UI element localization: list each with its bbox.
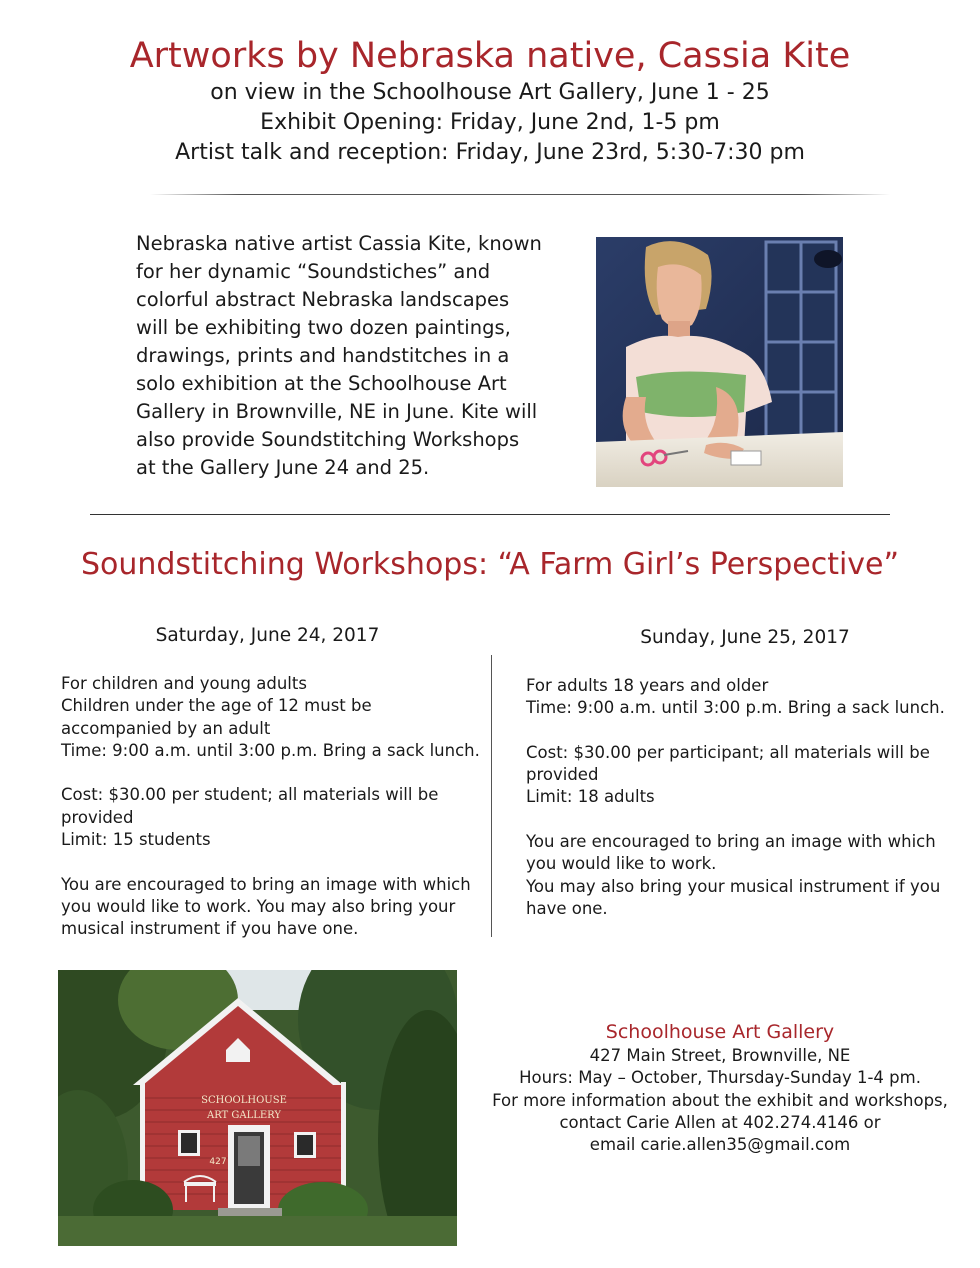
saturday-line: provided <box>61 807 134 827</box>
sunday-line: you would like to work. <box>526 854 717 874</box>
intro-paragraph <box>136 230 576 482</box>
saturday-line: Time: 9:00 a.m. until 3:00 p.m. Bring a sack lunch. <box>61 740 480 760</box>
exhibit-dates: on view in the Schoolhouse Art Gallery, June 1 - 25 <box>210 80 770 105</box>
contact-phone: contact Carie Allen at 402.274.4146 or <box>559 1112 881 1132</box>
saturday-line: Children under the age of 12 must be <box>61 696 372 716</box>
saturday-line: You are encouraged to bring an image with which <box>61 874 471 894</box>
intro-line: solo exhibition at the Schoolhouse Art <box>136 372 507 395</box>
page-title: Artworks by Nebraska native, Cassia Kite <box>129 36 851 76</box>
saturday-line: Cost: $30.00 per student; all materials will be <box>61 785 439 805</box>
intro-line: for her dynamic “Soundstiches” and <box>136 260 491 283</box>
contact-line: For more information about the exhibit and workshops, <box>492 1090 948 1110</box>
gallery-photo <box>58 970 457 1246</box>
sunday-line: have one. <box>526 898 608 918</box>
spacer <box>61 762 481 784</box>
saturday-line: For children and young adults <box>61 674 307 693</box>
gallery-name: Schoolhouse Art Gallery <box>605 1021 835 1043</box>
sunday-line: You may also bring your musical instrument if you <box>526 876 941 896</box>
sign-number: 427 <box>209 1157 227 1167</box>
intro-line: Gallery in Brownville, NE in June. Kite will <box>136 400 538 423</box>
saturday-details <box>61 673 481 941</box>
spacer <box>61 851 481 873</box>
intro-line: at the Gallery June 24 and 25. <box>136 456 430 479</box>
contact-info <box>488 1019 952 1156</box>
sunday-line: You are encouraged to bring an image with which <box>526 832 936 852</box>
gallery-address: 427 Main Street, Brownville, NE <box>589 1046 851 1065</box>
spacer <box>526 720 966 742</box>
intro-line: Nebraska native artist Cassia Kite, known <box>136 232 542 255</box>
artist-photo <box>596 237 843 487</box>
sunday-line: provided <box>526 765 599 785</box>
sunday-line: Limit: 18 adults <box>526 787 655 807</box>
sign-line-2: ART GALLERY <box>206 1110 282 1121</box>
workshop-heading: Soundstitching Workshops: “A Farm Girl’s Perspective” <box>80 547 900 582</box>
sunday-line: Cost: $30.00 per participant; all materials will be <box>526 742 930 762</box>
sunday-line: Time: 9:00 a.m. until 3:00 p.m. Bring a sack lunch. <box>526 698 945 718</box>
saturday-line: musical instrument if you have one. <box>61 919 359 939</box>
divider-top <box>150 194 890 195</box>
sunday-heading: Sunday, June 25, 2017 <box>640 627 850 648</box>
intro-line: also provide Soundstitching Workshops <box>136 428 520 451</box>
sign-line-1: SCHOOLHOUSE <box>201 1095 287 1106</box>
sunday-details <box>526 675 966 920</box>
saturday-line: accompanied by an adult <box>61 718 271 738</box>
sunday-line: For adults 18 years and older <box>526 676 769 695</box>
saturday-heading: Saturday, June 24, 2017 <box>155 625 380 646</box>
intro-line: colorful abstract Nebraska landscapes <box>136 288 510 311</box>
divider-middle <box>90 514 890 515</box>
artist-talk: Artist talk and reception: Friday, June 23rd, 5:30-7:30 pm <box>175 140 805 165</box>
saturday-line: you would like to work. You may also bring your <box>61 896 456 916</box>
intro-line: will be exhibiting two dozen paintings, <box>136 316 511 339</box>
exhibit-opening: Exhibit Opening: Friday, June 2nd, 1-5 pm <box>260 110 720 135</box>
contact-email: email carie.allen35@gmail.com <box>589 1135 851 1155</box>
saturday-line: Limit: 15 students <box>61 830 211 850</box>
spacer <box>526 809 966 831</box>
gallery-hours: Hours: May – October, Thursday-Sunday 1-4 pm. <box>519 1068 921 1088</box>
intro-line: drawings, prints and handstitches in a <box>136 344 510 367</box>
column-divider <box>491 655 492 937</box>
